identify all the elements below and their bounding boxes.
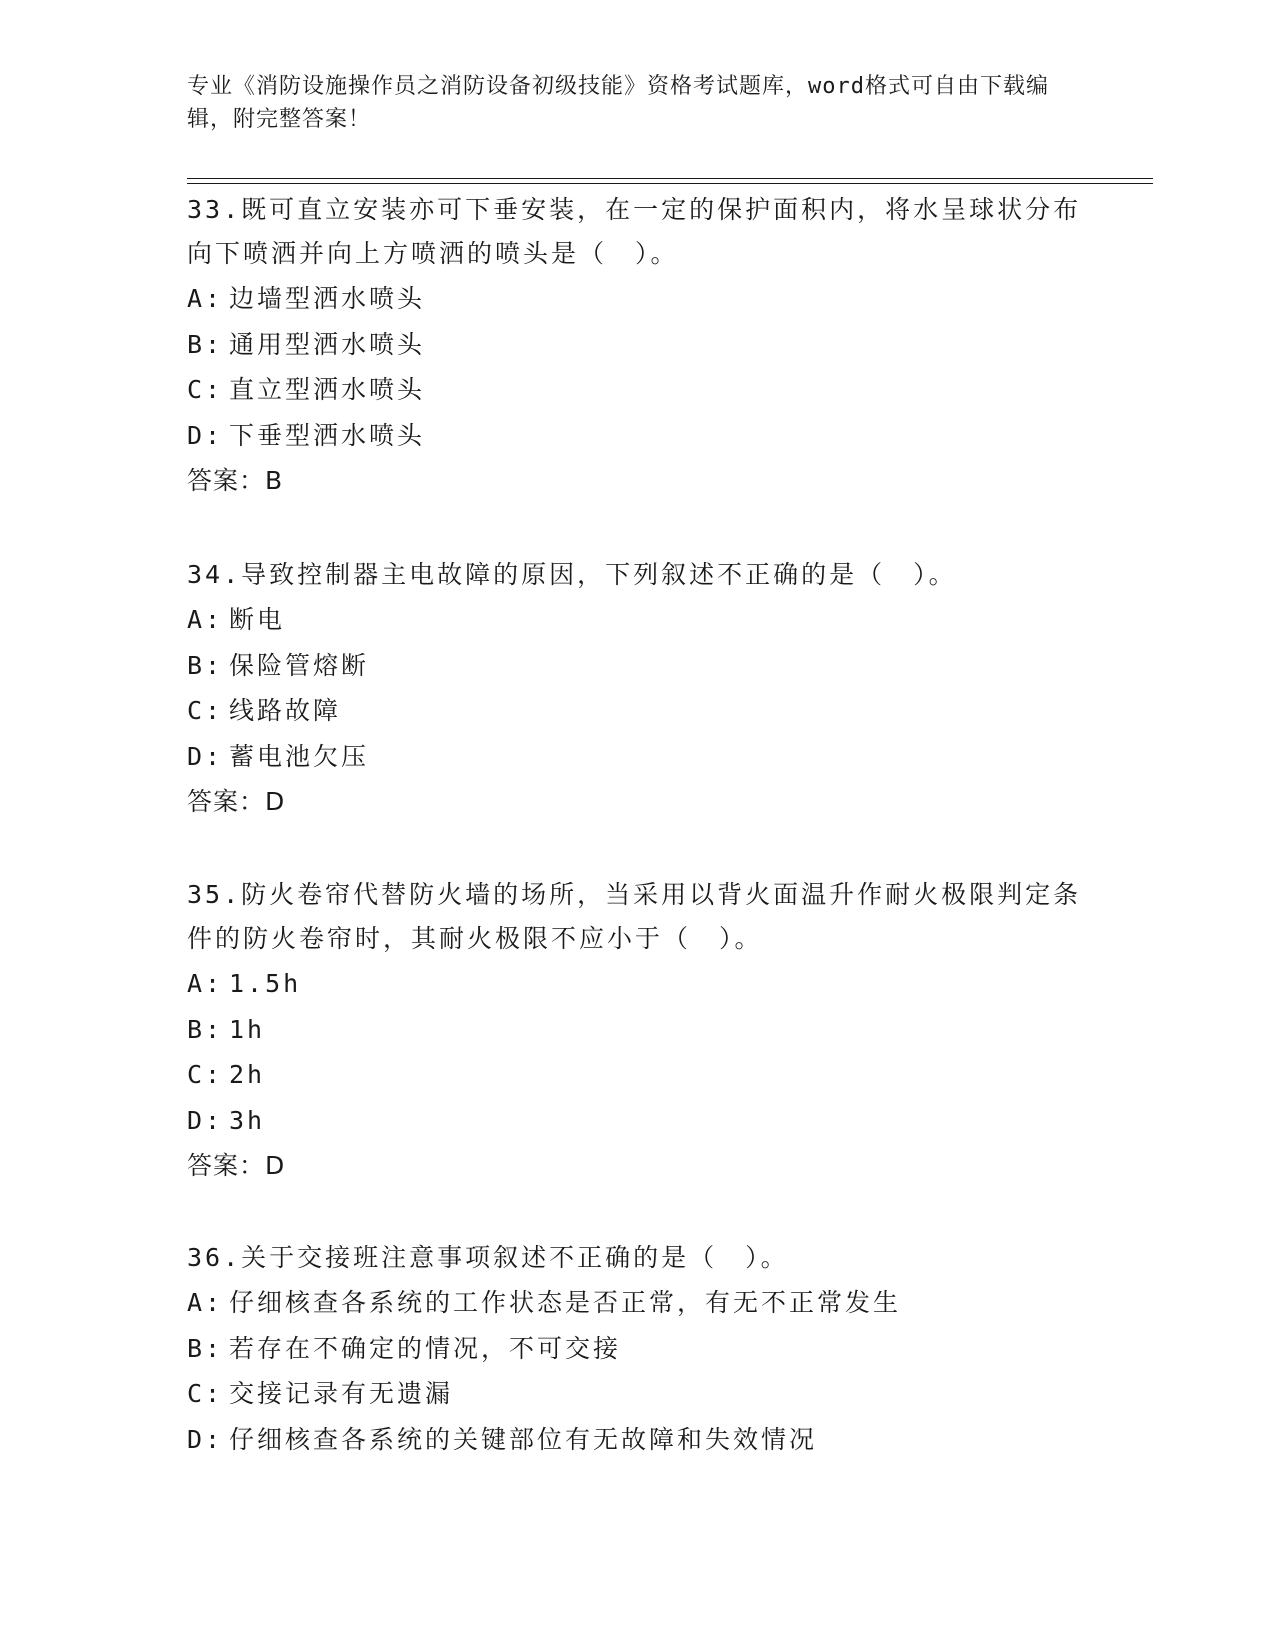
option-c bbox=[187, 1371, 1087, 1417]
option-text: 通用型洒水喷头 bbox=[229, 329, 426, 359]
question-stem: 36.关于交接班注意事项叙述不正确的是（ ）。 bbox=[187, 1243, 789, 1272]
option-text: 交接记录有无遗漏 bbox=[229, 1379, 454, 1408]
option-text: 仔细核查各系统的工作状态是否正常，有无不正常发生 bbox=[229, 1288, 902, 1317]
option-a bbox=[187, 597, 1087, 643]
option-text: 仔细核查各系统的关键部位有无故障和失效情况 bbox=[229, 1424, 818, 1454]
option-b bbox=[187, 322, 1087, 368]
option-a bbox=[187, 1280, 1087, 1326]
option-text: 下垂型洒水喷头 bbox=[229, 420, 426, 450]
option-text: 1.5h bbox=[229, 969, 302, 998]
answer-line: 答案：B bbox=[187, 466, 284, 495]
question-stem: 33.既可直立安装亦可下垂安装，在一定的保护面积内，将水呈球状分布向下喷洒并向上方喷洒的喷头是（ ）。 bbox=[187, 195, 1082, 268]
question-stem: 34.导致控制器主电故障的原因，下列叙述不正确的是（ ）。 bbox=[187, 560, 957, 589]
option-text: 边墙型洒水喷头 bbox=[229, 284, 426, 313]
answer-line: 答案：D bbox=[187, 787, 286, 816]
question-36 bbox=[187, 1236, 1087, 1462]
option-text: 若存在不确定的情况，不可交接 bbox=[229, 1333, 622, 1363]
question-35 bbox=[187, 873, 1087, 1188]
option-key: B: bbox=[187, 1014, 224, 1044]
header-divider-top bbox=[187, 178, 1153, 179]
option-key: D: bbox=[187, 741, 224, 771]
option-d bbox=[187, 1098, 1087, 1144]
option-b bbox=[187, 1007, 1087, 1053]
option-key: C: bbox=[187, 1379, 224, 1408]
option-b bbox=[187, 643, 1087, 689]
option-c bbox=[187, 367, 1087, 413]
option-d bbox=[187, 734, 1087, 780]
option-key: C: bbox=[187, 375, 224, 404]
option-key: C: bbox=[187, 696, 224, 725]
option-c bbox=[187, 1052, 1087, 1098]
option-key: B: bbox=[187, 650, 224, 680]
option-text: 线路故障 bbox=[229, 696, 342, 725]
option-key: A: bbox=[187, 284, 224, 313]
question-34 bbox=[187, 553, 1087, 824]
option-b bbox=[187, 1326, 1087, 1372]
option-key: D: bbox=[187, 1424, 224, 1454]
option-d bbox=[187, 413, 1087, 459]
option-key: A: bbox=[187, 969, 224, 998]
option-key: A: bbox=[187, 1288, 224, 1317]
option-key: A: bbox=[187, 605, 224, 634]
option-text: 1h bbox=[229, 1014, 266, 1044]
option-key: B: bbox=[187, 1333, 224, 1363]
question-stem: 35.防火卷帘代替防火墙的场所，当采用以背火面温升作耐火极限判定条件的防火卷帘时，其耐火极限不应小于（ ）。 bbox=[187, 880, 1082, 953]
option-text: 保险管熔断 bbox=[229, 650, 370, 680]
option-a bbox=[187, 276, 1087, 322]
option-text: 蓄电池欠压 bbox=[229, 741, 370, 771]
option-text: 3h bbox=[229, 1105, 266, 1135]
question-33 bbox=[187, 188, 1087, 503]
option-key: D: bbox=[187, 420, 224, 450]
option-key: C: bbox=[187, 1060, 224, 1089]
option-key: B: bbox=[187, 329, 224, 359]
option-a bbox=[187, 961, 1087, 1007]
header-divider-bottom bbox=[187, 183, 1153, 184]
option-text: 直立型洒水喷头 bbox=[229, 375, 426, 404]
answer-line: 答案：D bbox=[187, 1151, 286, 1180]
option-text: 2h bbox=[229, 1060, 266, 1089]
option-c bbox=[187, 688, 1087, 734]
document-header: 专业《消防设施操作员之消防设备初级技能》资格考试题库，word格式可自由下载编辑，附完整答案！ bbox=[187, 74, 1049, 132]
option-key: D: bbox=[187, 1105, 224, 1135]
option-text: 断电 bbox=[229, 605, 286, 634]
option-d bbox=[187, 1417, 1087, 1463]
